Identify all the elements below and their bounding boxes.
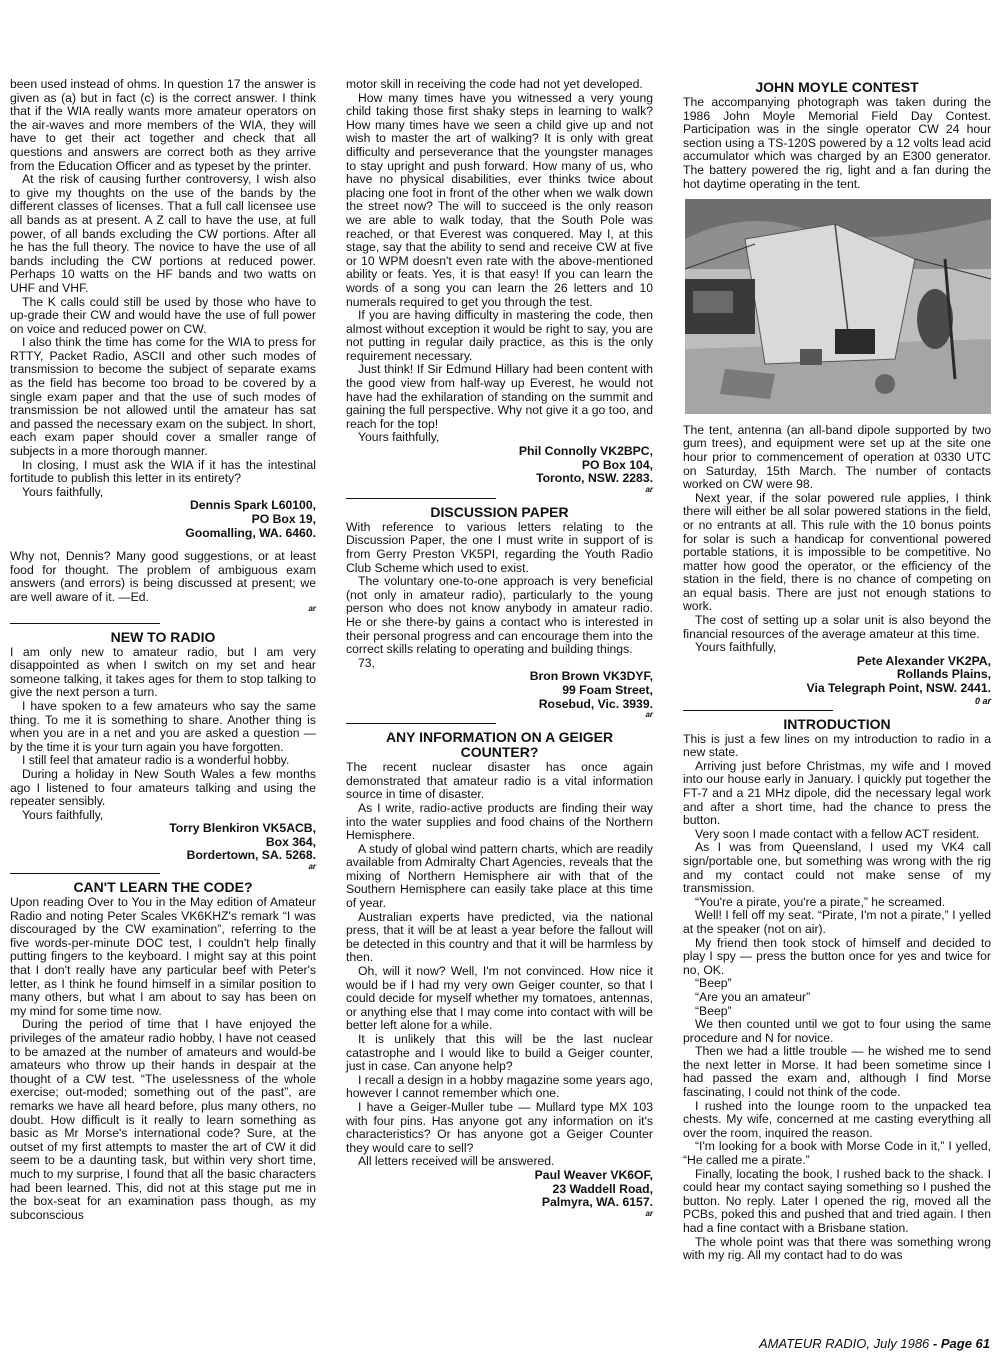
paragraph: I also think the time has come for the WIA to press for RTTY, Packet Radio, ASCII and other such modes of transmission to become the subject of separate exams as the field has become too broad to be covered by a single exam paper and that the use of such modes of transmission be not allowed until the amateur has sat and passed the necessary exam on the subject. In short, each exam paper should cover a smaller range of subjects in a more thorough manner. [10,335,316,459]
editor-note: Why not, Dennis? Many good suggestions, or at least food for thought. The problem of ambiguous exam answers (and errors) is being discussed at present; we are well aware of it. —Ed. [10,549,316,604]
section-heading: DISCUSSION PAPER [430,503,569,520]
paragraph: A study of global wind pattern charts, which are readily available from Admiralty Chart Agencies, reveals that the mixing of Northern Hemisphere air with that of the Southern Hemisphere can easily take place at this time of year. [346,841,653,911]
magazine-name: AMATEUR RADIO, [759,1336,870,1351]
end-mark: ar [308,603,316,613]
paragraph: Yours faithfully, [22,807,104,822]
section-heading: INTRODUCTION [783,715,891,732]
section-heading: CAN'T LEARN THE CODE? [73,879,253,896]
paragraph: been used instead of ohms. In question 17 the answer is given as (a) but in fact (c) is the correct answer. I think that if the WIA really wants more amateur operators on the air-waves and more members of the WIA, they will have to get their act together and check that all questions and answers are correct both as they arrive from the Education Officer and as typeset by the printer. [10,77,316,173]
end-mark: ar [645,710,653,720]
signature [683,655,991,696]
signature [346,445,653,486]
paragraph: motor skill in receiving the code had not yet developed. [346,77,643,91]
signature-line: Bron Brown VK3DYF, [529,669,653,684]
paragraph: In closing, I must ask the WIA if it has the intestinal fortitude to publish this letter in its entirety? [10,457,316,486]
paragraph: Then we had a little trouble — he wished me to send the next letter in Morse. It had been sometime since I had passed the exam and, although I find Morse fascinating, I could not think of the code. [683,1044,991,1100]
field-day-photo [685,199,991,414]
paragraph: This is just a few lines on my introduction to radio in a new state. [683,731,991,760]
paragraph: The accompanying photograph was taken during the 1986 John Moyle Memorial Field Day Contest. Participation was in the single operator CW 24 hour section using a TS-120S powered by a 12 volts lead acid accumulator which was charged by an E300 generator. The battery powered the rig, light and a fan during the hot daytime operating in the tent. [683,95,991,191]
paragraph: Arriving just before Christmas, my wife and I moved into our house early in January. I quickly put together the FT-7 and a 21 MHz dipole, did the necessary legal work and after a short time, had the chance to press the button. [683,758,991,828]
divider [683,710,833,711]
page-footer [759,1336,990,1351]
paragraph: The tent, antenna (an all-band dipole supported by two gum trees), and equipment were set up at the site one hour prior to commencement of operation at 0330 UTC on Saturday, 15th March. The number of contacts worked on CW were 98. [683,422,991,492]
paragraph: Oh, will it now? Well, I'm not convinced. How nice it would be if I had my very own Geiger counter, so that I could decide for myself whether my tomatoes, antennas, or anything else that I may come into contact with will be better left alone for a while. [346,964,653,1033]
paragraph: As I was from Queensland, I used my VK4 call sign/portable one, but something was wrong with the rig and my contact could not make sense of my transmission. [683,840,991,896]
signature-line: 99 Foam Street, [562,682,653,697]
signature-line: Pete Alexander VK2PA, [856,653,991,668]
end-mark: 0 ar [974,695,991,706]
paragraph: I have spoken to a few amateurs who say the same thing. To me it is something to share. Another thing is when you are in a net and you are asked a question — by the time it is your turn again you have forgotten. [10,698,316,754]
signature-line: 23 Waddell Road, [552,1181,653,1196]
paragraph: I recall a design in a hobby magazine some years ago, however I cannot remember which one. [346,1072,653,1101]
paragraph: The cost of setting up a solar unit is also beyond the financial resources of the average amateur at this time. [683,613,991,641]
end-mark: ar [645,1208,653,1218]
paragraph: “Are you an amateur” [695,989,811,1004]
paragraph: Next year, if the solar powered rule applies, I think there will either be all solar powered stations in the field, or no entrants at all. This rule with the 10 bonus points for solar is such a handicap for conventional powered portable stations, it is impossible to be competitive. No matter how good the operator, or the efficiency of the station in the field, there is no chance of competing on an equal basis. There are just not enough stations to work. [683,490,991,614]
paragraph: During the period of time that I have enjoyed the privileges of the amateur radio hobby, I have not ceased to be amazed at the number of amateurs and would-be amateurs who throw up their hands in despair at the thought of a CW test. “The uselessness of the whole exercise; out-moded; something out of the past”, are remarks we have all heard before, plus many others, no doubt. How difficult is it really to learn something as basic as Mr Morse's international code? Sure, at the outset of my first attempts to master the art of CW it did seem to be a daunting task, but within very short time, much to my surprise, I found that all the basic characters had been learned. This, did not at this stage put me in the box-seat for an examination pass though, as my subconscious [10,1017,316,1222]
paragraph: Well! I fell off my seat. “Pirate, I'm not a pirate,” I yelled at the speaker (not on air). [683,908,991,936]
signature-line: Rollands Plains, [896,667,991,682]
paragraph: Upon reading Over to You in the May edition of Amateur Radio and noting Peter Scales VK6KHZ's remark “I was discouraged by the CW examination”, referring to the five words-per-minute DOC test, I couldn't help finally putting fingers to the keyboard. I might say at this point that I don't really have any particular beef with Peter's letter, as I think he found himself in a similar position to many others, but what I am about to say has been on my mind for some time now. [10,895,316,1018]
section-heading: NEW TO RADIO [110,628,216,645]
divider [346,723,496,724]
paragraph: Very soon I made contact with a fellow ACT resident. [695,826,980,841]
paragraph: We then counted until we got to four using the same procedure and N for novice. [683,1017,991,1045]
paragraph: The whole point was that there was something wrong with my rig. All my contact had to do was [683,1234,991,1263]
signature [10,822,316,863]
divider [10,873,160,874]
signature-line: Toronto, NSW. 2283. [536,471,653,486]
paragraph: The recent nuclear disaster has once again demonstrated that amateur radio is a vital information source in time of disaster. [346,760,653,802]
signature [10,499,316,540]
paragraph: Finally, locating the book, I rushed back to the shack. I could hear my contact saying something so I pushed the button. No reply. Later I opened the rig, moved all the PCBs, poked this and pushed that and tried again. I then had a fine contact with a Brisbane station. [683,1166,991,1235]
paragraph: At the risk of causing further controversy, I wish also to give my thoughts on the use of the bands by the different classes of licenses. That a full call licensee use all bands as at present. A Z call to have the use, at full power, of all bands excluding the CW portions. After all he has the full theory. The novice to have the use of all bands including the CW portions at reduced power. Perhaps 10 watts on the HF bands and two watts on UHF and VHF. [10,172,316,295]
paragraph: With reference to various letters relating to the Discussion Paper, the one I must write in support of is from Gerry Preston VK5PI, regarding the Youth Radio Club Scheme which used to exist. [346,519,653,575]
paragraph: How many times have you witnessed a very young child taking those first shaky steps in learning to walk? How many times have we seen a child give up and not wish to master the art of walking? It is only with great difficulty and perseverance that the youngster manages to stay upright and push forward. How many of us, who have no physical disabilities, ever thinks twice about placing one foot in front of the other when we walk down the street now? The will to succeed is the only reason we are able to walk today, that the South Pole was reached, or that Everest was conquered. May I, at this stage, say that the ability to send and receive CW at five or 10 WPM doesn't even rate with the above-mentioned ability or feats. Yes, it is that easy! If you can learn the words of a song you can learn the 26 letters and 10 numerals required to get you through the test. [346,90,653,309]
issue-date: July 1986 [873,1336,930,1351]
paragraph: If you are having difficulty in mastering the code, then almost without exception it would be right to say, you are not putting in regular daily practice, as this is the only requirement necessary. [346,308,653,363]
divider [10,623,160,624]
paragraph: Yours faithfully, [695,640,777,655]
signature-line: Via Telegraph Point, NSW. 2441. [806,681,991,696]
paragraph: Just think! If Sir Edmund Hillary had been content with the good view from half-way up Everest, he would not have had the exhilaration of standing on the summit and gaining the full perspective. Why not give it a go too, and reach for the top! [346,362,653,431]
paragraph: It is unlikely that this will be the last nuclear catastrophe and I would like to build a Geiger counter, just in case. Can anyone help? [346,1032,653,1074]
paragraph: All letters received will be answered. [358,1154,555,1169]
paragraph: I still feel that amateur radio is a wonderful hobby. [22,753,290,768]
paragraph: “I'm looking for a book with Morse Code in it,” I yelled, “He called me a pirate.” [683,1139,991,1168]
paragraph: 73, [358,655,375,670]
signature-line: PO Box 104, [581,457,653,472]
column-3 [683,78,991,1263]
paragraph: “Beep” [695,1003,732,1018]
page-number: - Page 61 [932,1336,990,1351]
signature [346,670,653,711]
paragraph: I rushed into the lounge room to the unpacked tea chests. My wife, concerned at me casting everything all over the room, inquired the reason. [683,1098,991,1140]
end-mark: ar [645,484,653,494]
signature-line: Torry Blenkiron VK5ACB, [169,821,316,836]
paragraph: Yours faithfully, [358,430,440,445]
signature-line: Phil Connolly VK2BPC, [518,444,653,459]
paragraph: I have a Geiger-Muller tube — Mullard type MX 103 with four pins. Has anyone got any information on it's characteristics? Or has anyone got a Geiger Counter they would care to sell? [346,1099,653,1155]
paragraph: My friend then took stock of himself and decided to play I spy — press the button once for yes and twice for no, OK. [683,935,991,977]
signature-line: PO Box 19, [251,512,316,526]
signature [346,1169,653,1210]
paragraph: As I write, radio-active products are finding their way into the water supplies and food chains of the Northern Hemisphere. [346,800,653,843]
signature-line: Paul Weaver VK6OF, [534,1167,653,1182]
divider [346,498,496,499]
section-heading: ANY INFORMATION ON A GEIGER COUNTER? [385,729,614,761]
signature-line: Rosebud, Vic. 3939. [538,696,653,711]
paragraph: The voluntary one-to-one approach is very beneficial (not only in amateur radio), particularly to the young person who does not know anybody in amateur radio. He or she there-by gains a contact who is interested in their personal progress and can encourage them into the correct skills relating to operating and building things. [346,574,653,657]
paragraph: I am only new to amateur radio, but I am very disappointed as when I switch on my set and hear someone talking, it takes ages for them to stop talking to give the next person a turn. [10,644,316,700]
paragraph: During a holiday in New South Wales a few months ago I listened to four amateurs talking and using the repeater sensibly. [10,766,316,809]
paragraph: “You're a pirate, you're a pirate,” he screamed. [695,894,946,909]
end-mark: ar [308,862,316,872]
paragraph: The K calls could still be used by those who have to up-grade their CW and would have the use of full power on voice and reduced power on CW. [10,294,316,336]
signature-line: Box 364, [265,834,316,849]
paragraph: Australian experts have predicted, via the national press, that it will be at least a year before the fallout will be detected in this country and that it will be harmless by then. [346,909,653,965]
letter-body [10,78,316,499]
column-1 [10,78,316,1222]
paragraph: Yours faithfully, [22,484,104,499]
signature-line: Palmyra, WA. 6157. [541,1195,653,1210]
signature-line: Goomalling, WA. 6460. [185,525,316,540]
paragraph: “Beep” [695,976,732,991]
section-heading: JOHN MOYLE CONTEST [755,79,919,95]
column-2 [346,78,653,1218]
signature-line: Dennis Spark L60100, [190,498,316,513]
signature-line: Bordertown, SA. 5268. [186,848,316,863]
